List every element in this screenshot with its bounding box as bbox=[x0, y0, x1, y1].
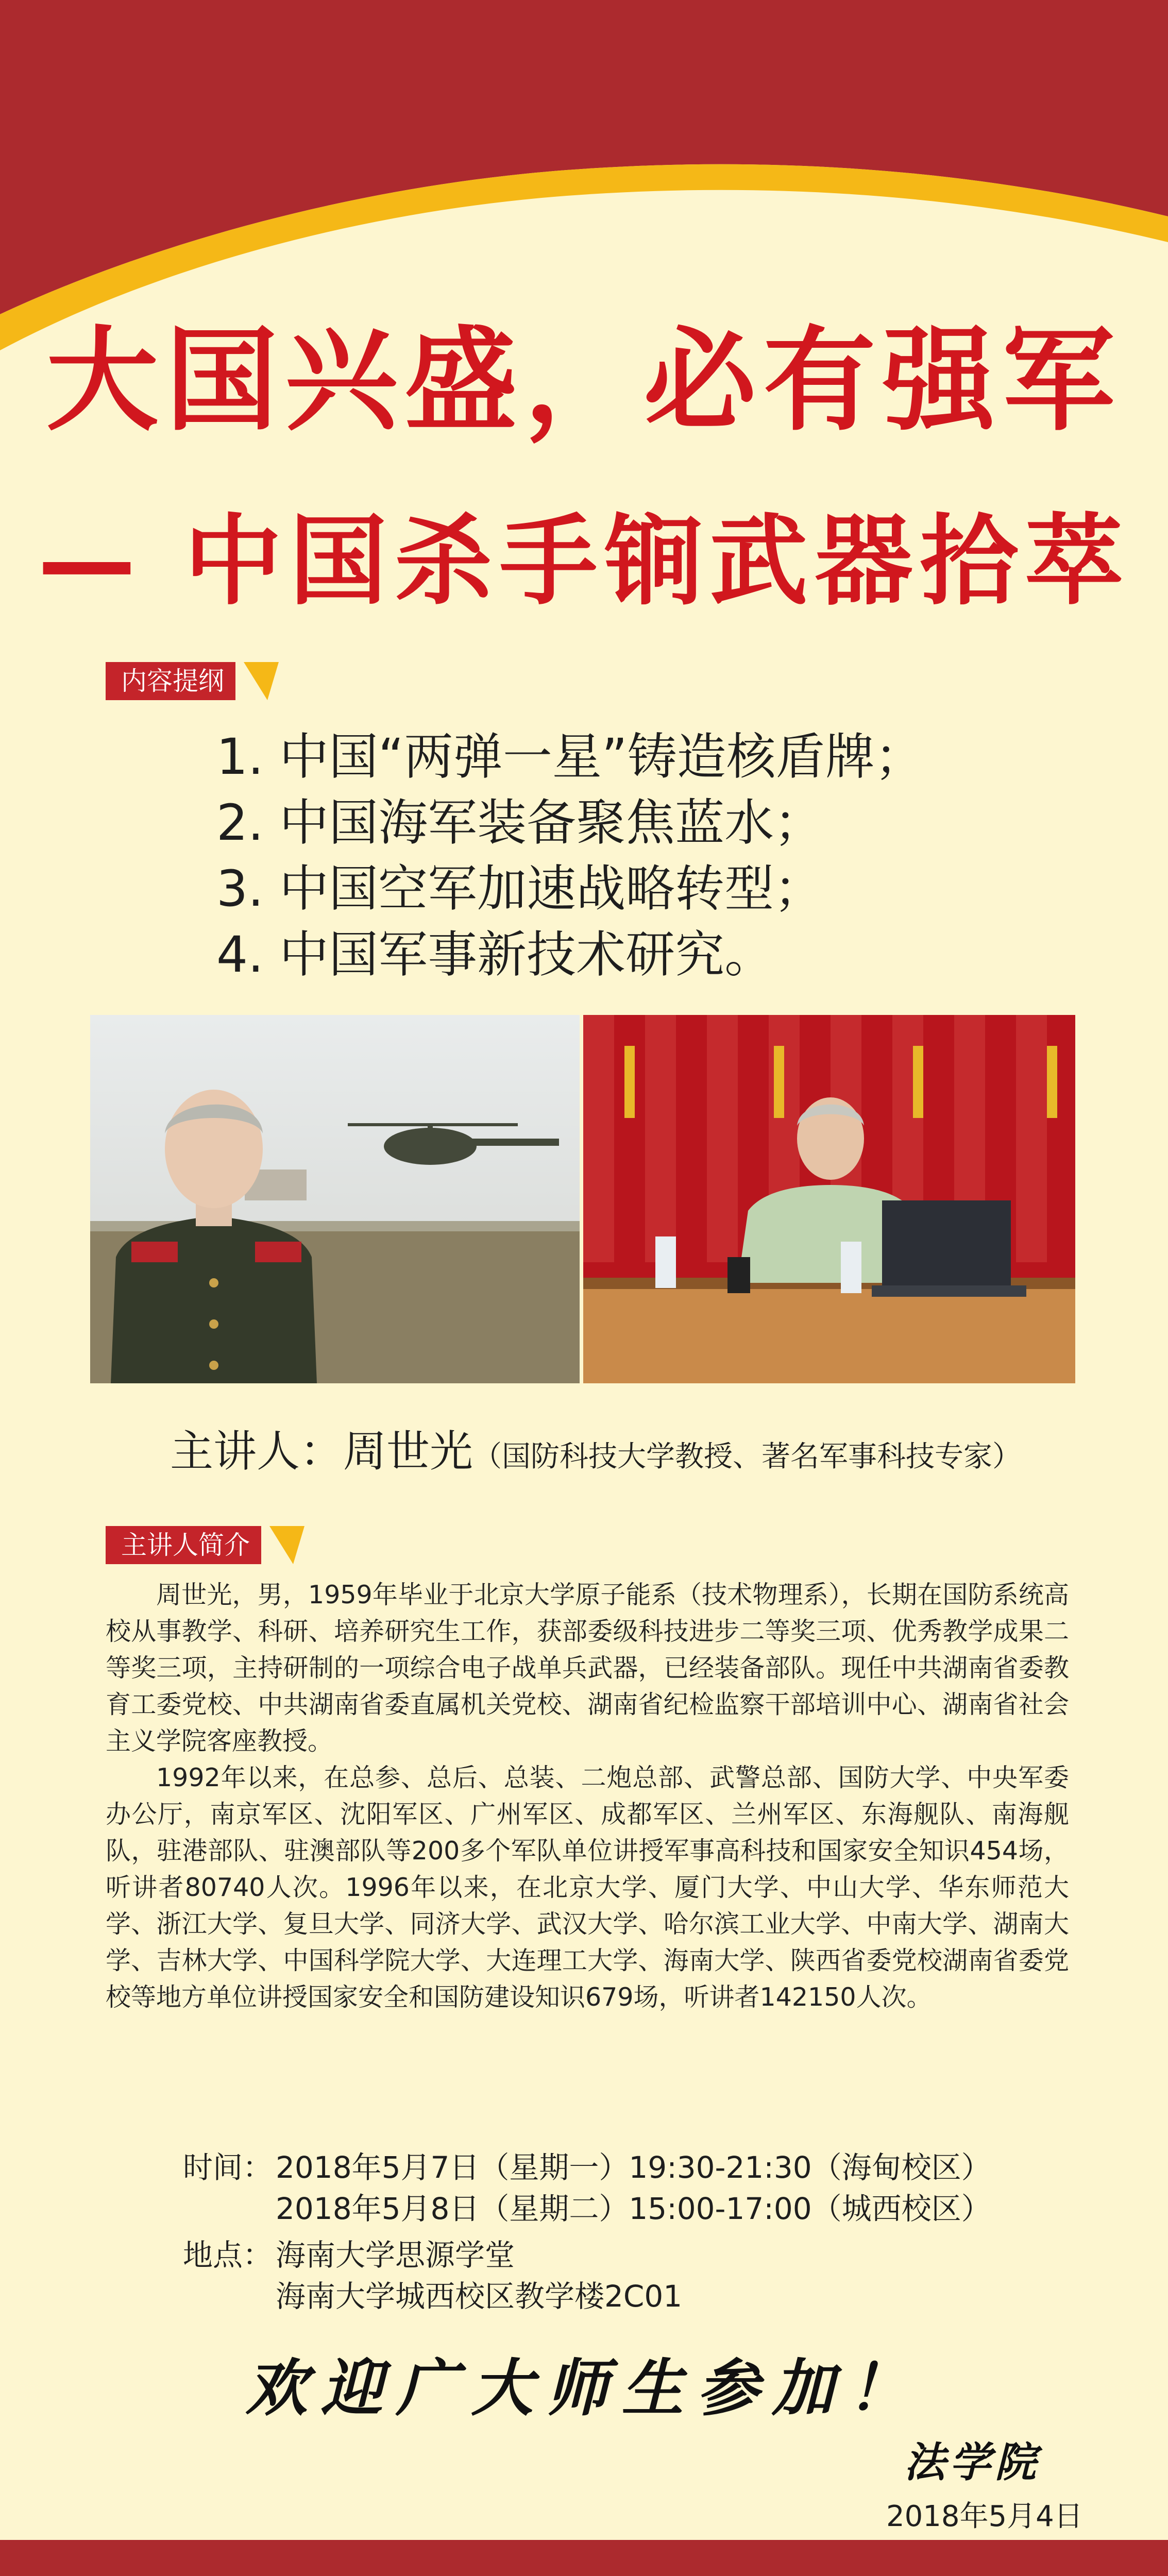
bottom-band bbox=[0, 2540, 1168, 2576]
issue-date: 2018年5月4日 bbox=[886, 2500, 1083, 2533]
bio-tag-accent bbox=[269, 1526, 304, 1564]
subtitle: — 中国杀手锏武器拾萃 bbox=[38, 504, 1130, 618]
speaker-photo-outdoor bbox=[90, 1015, 580, 1383]
bio-text bbox=[106, 1577, 1069, 2015]
time-label: 时间： bbox=[183, 2150, 273, 2185]
welcome-text: 欢迎广大师生参加！ bbox=[245, 2352, 923, 2425]
speaker-photo-lecture bbox=[583, 1015, 1075, 1383]
speaker-line bbox=[170, 1417, 1021, 1479]
outline-item: 3. 中国空军加速战略转型； bbox=[216, 860, 824, 918]
time-value: 2018年5月8日（星期二）15:00-17:00（城西校区） bbox=[276, 2191, 991, 2226]
bio-paragraph: 1992年以来，在总参、总后、总装、二炮总部、武警总部、国防大学、中央军委办公厅，南京军区、沈阳军区、广州军区、成都军区、兰州军区、东海舰队、南海舰队，驻港部队、驻澳部队等200多个军队单位讲授军事高科技和国家安全知识454场，听讲者80740人次。1996年以来，在北京大学、厦门大学、中山大学、华东师范大学、浙江大学、复旦大学、同济大学、武汉大学、哈尔滨工业大学、中南大学、湖南大学、吉林大学、中国科学院大学、大连理工大学、海南大学、陕西省委党校湖南省委党校等地方单位讲授国家安全和国防建设知识679场，听讲者142150人次。 bbox=[106, 1763, 1069, 2012]
bio-paragraph: 周世光，男，1959年毕业于北京大学原子能系（技术物理系），长期在国防系统高校从事教学、科研、培养研究生工作，获部委级科技进步二等奖三项、优秀教学成果二等奖三项，主持研制的一项综合电子战单兵武器，已经装备部队。现任中共湖南省委教育工委党校、中共湖南省委直属机关党校、湖南省纪检监察干部培训中心、湖南省社会主义学院客座教授。 bbox=[106, 1580, 1069, 1756]
main-title: 大国兴盛，必有强军 bbox=[46, 316, 1122, 446]
place-value: 海南大学思源学堂 bbox=[276, 2238, 515, 2273]
outline-tag-accent bbox=[244, 662, 279, 700]
outline-item: 1. 中国“两弹一星”铸造核盾牌； bbox=[216, 728, 924, 786]
outline-list bbox=[216, 724, 924, 988]
speaker-title: （国防科技大学教授、著名军事科技专家） bbox=[473, 1440, 1022, 1473]
speaker-label: 主讲人： bbox=[170, 1426, 344, 1477]
place-label: 地点： bbox=[183, 2238, 273, 2273]
speaker-name: 周世光 bbox=[343, 1426, 473, 1477]
outline-item: 4. 中国军事新技术研究。 bbox=[216, 926, 774, 984]
outline-tag-label: 内容提纲 bbox=[106, 662, 235, 700]
outline-item: 2. 中国海军装备聚焦蓝水； bbox=[216, 794, 824, 852]
place-value: 海南大学城西校区教学楼2C01 bbox=[276, 2279, 683, 2314]
time-value: 2018年5月7日（星期一）19:30-21:30（海甸校区） bbox=[276, 2150, 991, 2185]
organizer: 法学院 bbox=[904, 2438, 1040, 2486]
bio-tag-label: 主讲人简介 bbox=[106, 1526, 261, 1564]
